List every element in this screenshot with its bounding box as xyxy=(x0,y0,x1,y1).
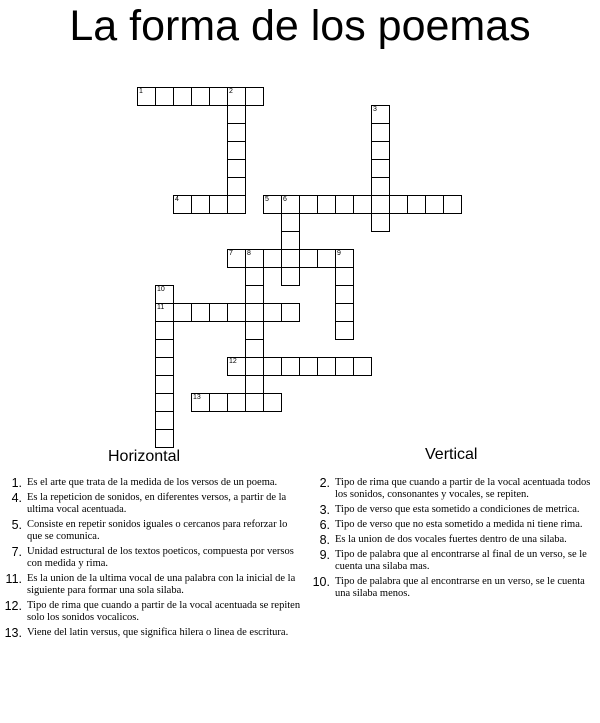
crossword-cell[interactable] xyxy=(137,87,156,106)
crossword-cell[interactable] xyxy=(281,213,300,232)
crossword-cell[interactable] xyxy=(281,267,300,286)
crossword-cell[interactable] xyxy=(281,303,300,322)
crossword-cell[interactable] xyxy=(281,231,300,250)
crossword-cell[interactable] xyxy=(443,195,462,214)
crossword-cell[interactable] xyxy=(227,177,246,196)
crossword-cell[interactable] xyxy=(299,195,318,214)
crossword-cell[interactable] xyxy=(335,357,354,376)
cell-number: 13 xyxy=(193,394,201,401)
crossword-cell[interactable] xyxy=(335,267,354,286)
cell-number: 4 xyxy=(175,196,179,203)
crossword-cell[interactable] xyxy=(227,105,246,124)
crossword-cell[interactable] xyxy=(245,285,264,304)
clue-across-12: 12. Tipo de rima que cuando a partir de la vocal acentuada se repiten solo los sonidos vocalicos. xyxy=(4,599,301,623)
clue-down-10: 10. Tipo de palabra que al encontrarse en un verso, se le cuenta una silaba menos. xyxy=(312,575,585,599)
cell-number: 3 xyxy=(373,106,377,113)
crossword-cell[interactable] xyxy=(371,213,390,232)
crossword-cell[interactable] xyxy=(263,357,282,376)
crossword-cell[interactable] xyxy=(227,357,246,376)
horizontal-clue-list xyxy=(2,477,302,642)
crossword-cell[interactable] xyxy=(389,195,408,214)
crossword-cell[interactable] xyxy=(191,393,210,412)
crossword-cell[interactable] xyxy=(155,303,174,322)
clue-down-9: 9. Tipo de palabra que al encontrarse al final de un verso, se le cuenta una silaba mas. xyxy=(319,548,587,572)
crossword-cell[interactable] xyxy=(317,357,336,376)
crossword-cell[interactable] xyxy=(407,195,426,214)
crossword-cell[interactable] xyxy=(281,195,300,214)
crossword-cell[interactable] xyxy=(263,393,282,412)
crossword-cell[interactable] xyxy=(371,141,390,160)
crossword-cell[interactable] xyxy=(245,303,264,322)
clue-across-7: 7. Unidad estructural de los textos poeticos, compuesta por versos con medida y rima. xyxy=(11,545,294,569)
crossword-cell[interactable] xyxy=(245,249,264,268)
clue-down-6: 6. Tipo de verso que no esta sometido a medida ni tiene rima. xyxy=(319,518,583,532)
crossword-cell[interactable] xyxy=(155,339,174,358)
crossword-cell[interactable] xyxy=(371,123,390,142)
crossword-cell[interactable] xyxy=(227,393,246,412)
crossword-cell[interactable] xyxy=(371,195,390,214)
clue-across-5: 5. Consiste en repetir sonidos iguales o cercanos para reforzar lo que se comunica. xyxy=(11,518,288,542)
crossword-cell[interactable] xyxy=(281,357,300,376)
cell-number: 11 xyxy=(157,304,165,311)
clue-across-11: 11. Es la union de la ultima vocal de una palabra con la inicial de la siguiente para formar una sola silaba. xyxy=(5,572,296,596)
crossword-cell[interactable] xyxy=(263,249,282,268)
crossword-cell[interactable] xyxy=(155,429,174,448)
cell-number: 6 xyxy=(283,196,287,203)
clue-down-3: 3. Tipo de verso que esta sometido a condiciones de metrica. xyxy=(319,503,580,517)
crossword-cell[interactable] xyxy=(335,321,354,340)
crossword-cell[interactable] xyxy=(245,267,264,286)
crossword-cell[interactable] xyxy=(191,303,210,322)
horizontal-heading: Horizontal xyxy=(108,448,181,465)
vertical-clue-list xyxy=(310,477,598,603)
crossword-cell[interactable] xyxy=(209,87,228,106)
crossword-cell[interactable] xyxy=(191,87,210,106)
cell-number: 5 xyxy=(265,196,269,203)
cell-number: 7 xyxy=(229,250,233,257)
crossword-cell[interactable] xyxy=(353,357,372,376)
crossword-cell[interactable] xyxy=(371,159,390,178)
crossword-cell[interactable] xyxy=(263,195,282,214)
crossword-cell[interactable] xyxy=(173,87,192,106)
crossword-cell[interactable] xyxy=(227,159,246,178)
crossword-cell[interactable] xyxy=(155,321,174,340)
crossword-cell[interactable] xyxy=(227,141,246,160)
crossword-cell[interactable] xyxy=(335,249,354,268)
cell-number: 8 xyxy=(247,250,251,257)
crossword-cell[interactable] xyxy=(227,303,246,322)
crossword-cell[interactable] xyxy=(173,195,192,214)
crossword-cell[interactable] xyxy=(263,303,282,322)
clue-across-4: 4. Es la repeticion de sonidos, en diferentes versos, a partir de la ultima vocal acentuada. xyxy=(11,491,287,515)
clue-across-13: 13. Viene del latin versus, que significa hilera o linea de escritura. xyxy=(4,626,289,640)
crossword-cell[interactable] xyxy=(317,249,336,268)
crossword-cell[interactable] xyxy=(227,249,246,268)
crossword-cell[interactable] xyxy=(335,285,354,304)
cell-number: 10 xyxy=(157,286,165,293)
crossword-cell[interactable] xyxy=(245,375,264,394)
crossword-cell[interactable] xyxy=(317,195,336,214)
crossword-cell[interactable] xyxy=(353,195,372,214)
crossword-cell[interactable] xyxy=(227,123,246,142)
crossword-cell[interactable] xyxy=(371,177,390,196)
cell-number: 1 xyxy=(139,88,143,95)
crossword-cell[interactable] xyxy=(335,195,354,214)
crossword-cell[interactable] xyxy=(335,303,354,322)
crossword-cell[interactable] xyxy=(245,321,264,340)
crossword-cell[interactable] xyxy=(155,375,174,394)
crossword-cell[interactable] xyxy=(155,411,174,430)
crossword-cell[interactable] xyxy=(245,87,264,106)
cell-number: 12 xyxy=(229,358,237,365)
crossword-cell[interactable] xyxy=(299,249,318,268)
crossword-cell[interactable] xyxy=(371,105,390,124)
crossword-cell[interactable] xyxy=(245,357,264,376)
crossword-cell[interactable] xyxy=(191,195,210,214)
clue-down-8: 8. Es la union de dos vocales fuertes dentro de una silaba. xyxy=(319,533,567,547)
crossword-cell[interactable] xyxy=(155,393,174,412)
crossword-cell[interactable] xyxy=(245,393,264,412)
crossword-cell[interactable] xyxy=(155,87,174,106)
clue-across-1: 1. Es el arte que trata de la medida de los versos de un poema. xyxy=(11,476,278,490)
crossword-cell[interactable] xyxy=(173,303,192,322)
crossword-cell[interactable] xyxy=(281,249,300,268)
crossword-cell[interactable] xyxy=(245,339,264,358)
crossword-cell[interactable] xyxy=(155,285,174,304)
cell-number: 9 xyxy=(337,250,341,257)
crossword-cell[interactable] xyxy=(299,357,318,376)
clue-down-2: 2. Tipo de rima que cuando a partir de la vocal acentuada todos los sonidos, consonantes y vocales, se repiten. xyxy=(319,476,591,500)
crossword-cell[interactable] xyxy=(209,393,228,412)
crossword-cell[interactable] xyxy=(209,303,228,322)
vertical-heading: Vertical xyxy=(425,446,478,463)
cell-number: 2 xyxy=(229,88,233,95)
crossword-cell[interactable] xyxy=(227,87,246,106)
crossword-cell[interactable] xyxy=(227,195,246,214)
crossword-cell[interactable] xyxy=(209,195,228,214)
crossword-cell[interactable] xyxy=(425,195,444,214)
page-title: La forma de los poemas xyxy=(69,2,531,50)
crossword-cell[interactable] xyxy=(155,357,174,376)
